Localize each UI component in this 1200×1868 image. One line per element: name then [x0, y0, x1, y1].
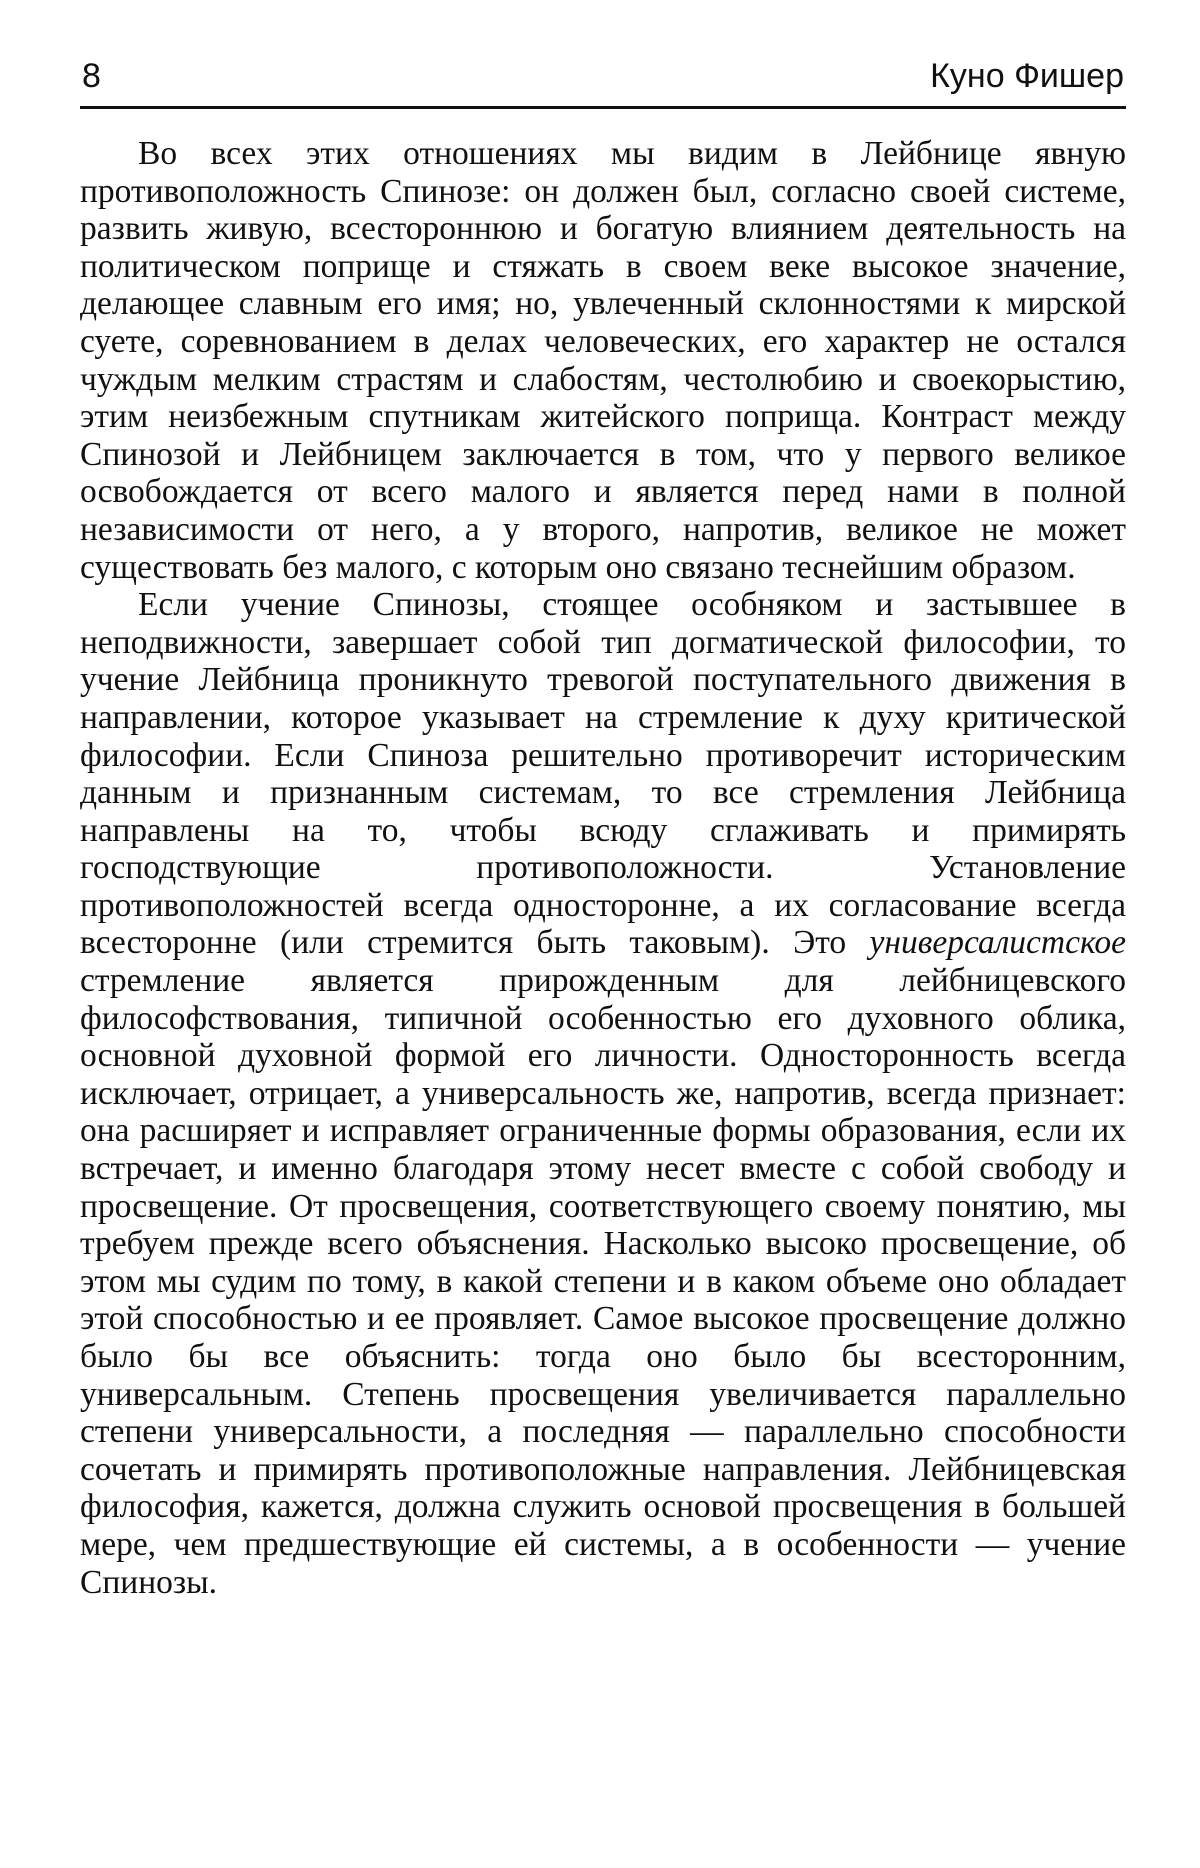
paragraph-2-part-1: Если учение Спинозы, стоящее особняком и застывшее в неподвижности, завершает собой тип догматической философии, то учение Лейбница проникнуто тревогой поступательного движения в направлении, которое указывает на стремление к духу критической философии. Если Спиноза решительно противоречит историческим данным и признанным системам, то все стремления Лейбница направлены на то, чтобы всюду сглаживать и примирять господствующие противоположности. Установление противоположностей всегда односторонне, а их согласование всегда всесторонне (или стремится быть таковым). Это — [80, 586, 1126, 962]
header-rule — [80, 106, 1126, 109]
paragraph-2-part-2: стремление является прирожденным для лейбницевского философствования, типичной особенностью его духовного облика, основной духовной формой его личности. Односторонность всегда исключает, отрицает, а универсальность же, напротив, всегда признает: она расширяет и исправляет ограниченные формы образования, если их встречает, и именно благодаря этому несет вместе с собой свободу и просвещение. От просвещения, соответствующего своему понятию, мы требуем прежде всего объяснения. Насколько высоко просвещение, об этом мы судим по тому, в какой степени и в каком объеме оно обладает этой способностью и ее проявляет. Самое высокое просвещение должно было бы все объяснить: тогда оно было бы всесторонним, универсальным. Степень просвещения увеличивается параллельно степени универсальности, а последняя — параллельно способности сочетать и примирять противоположные направления. Лейбницевская философия, кажется, должна служить основой просвещения в большей мере, чем предшествующие ей системы, а в особенности — учение Спинозы. — [80, 962, 1126, 1601]
running-head — [80, 56, 1126, 106]
paragraph-1: Во всех этих отношениях мы видим в Лейбнице явную противоположность Спинозе: он должен был, согласно своей системе, развить живую, всестороннюю и богатую влиянием деятельность на политическом поприще и стяжать в своем веке высокое значение, делающее славным его имя; но, увлеченный склонностями к мирской суете, соревнованием в делах человеческих, его характер не остался чуждым мелким страстям и слабостям, честолюбию и своекорыстию, этим неизбежным спутникам житейского поприща. Контраст между Спинозой и Лейбницем заключается в том, что у первого великое освобождается от всего малого и является перед нами в полной независимости от него, а у второго, напротив, великое не может существовать без малого, с которым оно связано теснейшим образом. — [80, 135, 1126, 586]
book-page — [80, 56, 1126, 1601]
paragraph-2 — [80, 586, 1126, 1601]
emphasized-word: универсалистское — [869, 924, 1126, 962]
body-text — [80, 135, 1126, 1601]
page-number: 8 — [82, 57, 101, 95]
running-title: Куно Фишер — [930, 57, 1124, 95]
